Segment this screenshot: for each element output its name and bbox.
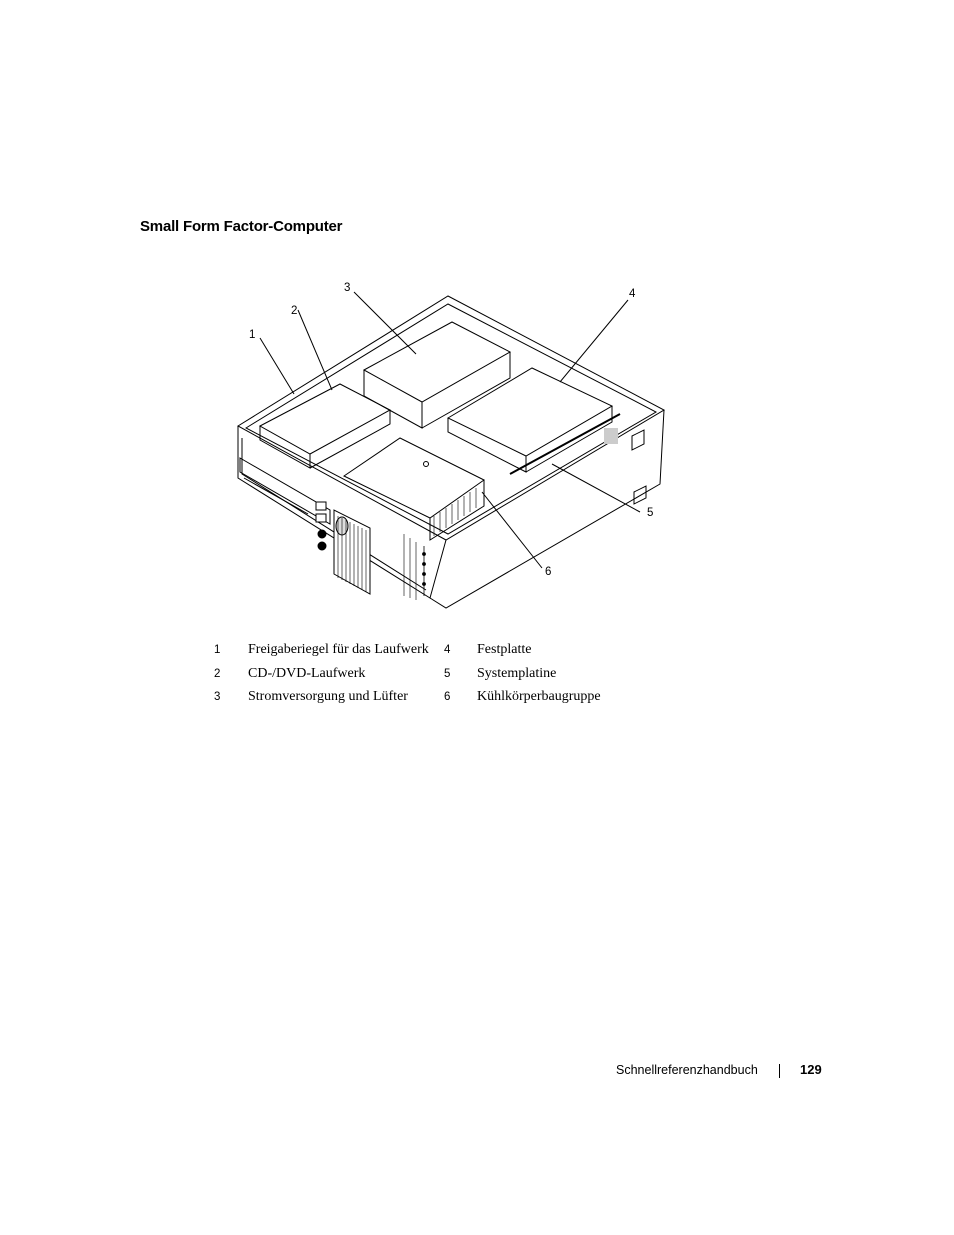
legend-number: 6 (444, 691, 451, 703)
legend-number: 5 (444, 668, 451, 680)
computer-drawing (220, 278, 680, 618)
callout-6: 6 (545, 566, 552, 578)
computer-illustration (220, 278, 680, 618)
legend-label: Systemplatine (477, 666, 557, 681)
callout-4: 4 (629, 288, 636, 300)
legend-label: Festplatte (477, 642, 532, 657)
footer-book-title: Schnellreferenzhandbuch (616, 1063, 758, 1077)
callout-2: 2 (291, 305, 298, 317)
legend-label: Freigaberiegel für das Laufwerk (248, 642, 429, 657)
callout-5: 5 (647, 507, 654, 519)
legend-number: 4 (444, 644, 451, 656)
legend-label: Stromversorgung und Lüfter (248, 689, 408, 704)
section-heading: Small Form Factor-Computer (140, 218, 343, 235)
footer-divider (779, 1064, 780, 1078)
legend-label: Kühlkörperbaugruppe (477, 689, 601, 704)
callout-1: 1 (249, 329, 256, 341)
page-number: 129 (800, 1062, 822, 1077)
legend-number: 1 (214, 644, 221, 656)
callout-3: 3 (344, 282, 351, 294)
legend-label: CD-/DVD-Laufwerk (248, 666, 366, 681)
legend-number: 3 (214, 691, 221, 703)
legend-number: 2 (214, 668, 221, 680)
